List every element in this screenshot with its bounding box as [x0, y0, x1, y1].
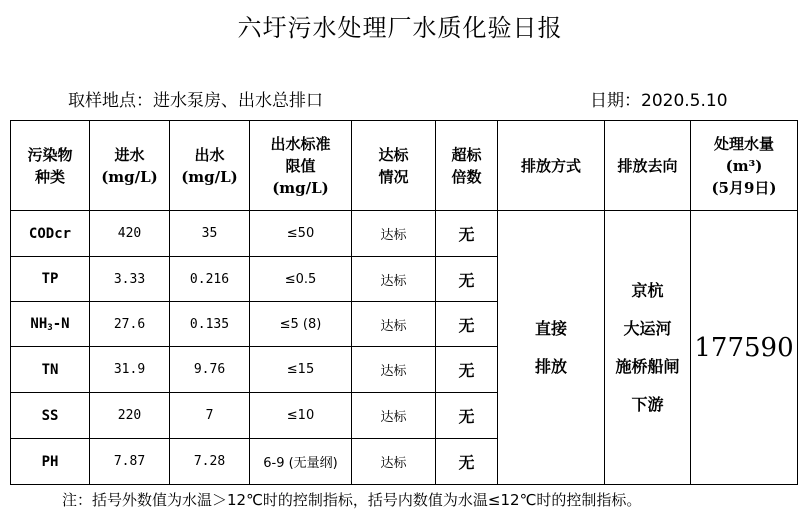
header-effluent: 出水 (mg/L) — [170, 121, 250, 211]
exceed-value: 无 — [436, 211, 498, 257]
influent-value: 7.87 — [90, 439, 170, 485]
report-title: 六圩污水处理厂水质化验日报 — [237, 14, 563, 42]
header-discharge-dest: 排放去向 — [605, 121, 691, 211]
influent-value: 3.33 — [90, 257, 170, 302]
effluent-value: 0.135 — [170, 302, 250, 347]
limit-value: ≤0.5 — [250, 257, 352, 302]
exceed-value: 无 — [436, 257, 498, 302]
exceed-value: 无 — [436, 439, 498, 485]
effluent-value: 0.216 — [170, 257, 250, 302]
header-limit: 出水标准 限值 (mg/L) — [250, 121, 352, 211]
status-value: 达标 — [352, 302, 436, 347]
discharge-dest-cell: 京杭 大运河 施桥船闸 下游 — [605, 211, 691, 485]
discharge-method-cell: 直接 排放 — [498, 211, 605, 485]
limit-value: ≤15 — [250, 347, 352, 393]
pollutant-name: SS — [11, 393, 90, 439]
influent-value: 220 — [90, 393, 170, 439]
water-quality-table — [10, 120, 798, 485]
status-value: 达标 — [352, 393, 436, 439]
pollutant-name: TN — [11, 347, 90, 393]
status-value: 达标 — [352, 347, 436, 393]
status-value: 达标 — [352, 257, 436, 302]
pollutant-name: TP — [11, 257, 90, 302]
table-row — [11, 211, 798, 257]
pollutant-name: PH — [11, 439, 90, 485]
header-discharge-method: 排放方式 — [498, 121, 605, 211]
exceed-value: 无 — [436, 347, 498, 393]
status-value: 达标 — [352, 211, 436, 257]
treated-volume: 177590 — [691, 211, 798, 485]
pollutant-name: $NH_3-N$ — [11, 302, 90, 347]
influent-value: 31.9 — [90, 347, 170, 393]
effluent-value: 7 — [170, 393, 250, 439]
header-row — [11, 121, 798, 211]
effluent-value: 35 — [170, 211, 250, 257]
status-value: 达标 — [352, 439, 436, 485]
pollutant-name: CODcr — [11, 211, 90, 257]
influent-value: 27.6 — [90, 302, 170, 347]
exceed-value: 无 — [436, 393, 498, 439]
report-date: 日期：2020.5.10 — [590, 91, 728, 111]
limit-value: ≤50 — [250, 211, 352, 257]
effluent-value: 7.28 — [170, 439, 250, 485]
limit-value: ≤5 (8) — [250, 302, 352, 347]
influent-value: 420 — [90, 211, 170, 257]
header-exceed: 超标 倍数 — [436, 121, 498, 211]
footnote: 注：括号外数值为水温＞12℃时的控制指标，括号内数值为水温≤12℃时的控制指标。 — [62, 491, 642, 509]
exceed-value: 无 — [436, 302, 498, 347]
limit-value: 6-9 (无量纲) — [250, 439, 352, 485]
sampling-location: 取样地点：进水泵房、出水总排口 — [68, 91, 323, 111]
effluent-value: 9.76 — [170, 347, 250, 393]
header-volume: 处理水量 (m³) (5月9日) — [691, 121, 798, 211]
header-status: 达标 情况 — [352, 121, 436, 211]
limit-value: ≤10 — [250, 393, 352, 439]
header-pollutant: 污染物 种类 — [11, 121, 90, 211]
header-influent: 进水 (mg/L) — [90, 121, 170, 211]
